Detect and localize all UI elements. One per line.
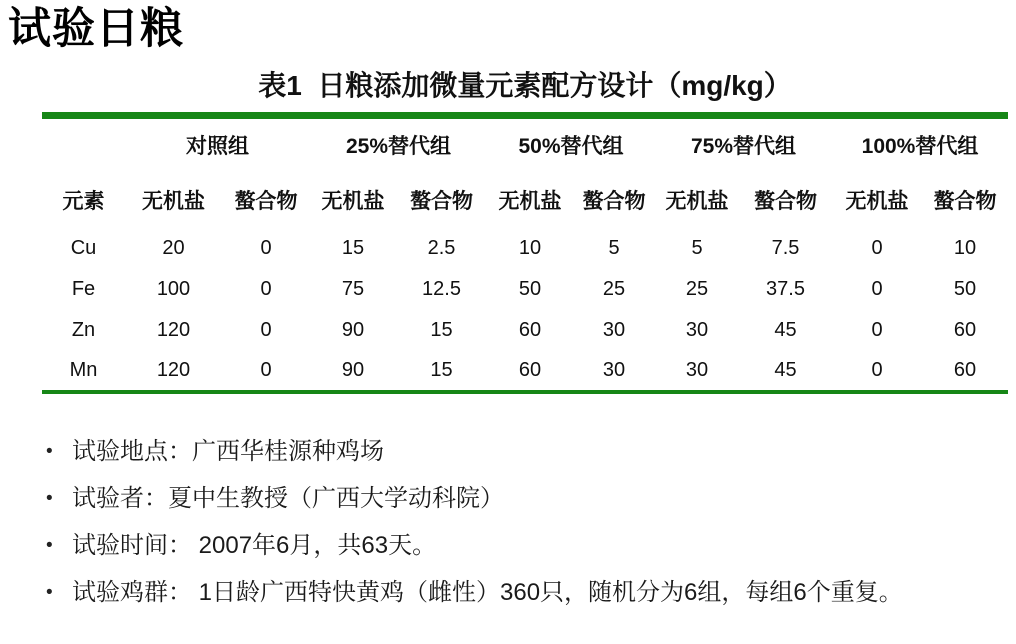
- diet-table-container: [42, 112, 1008, 394]
- group-header-50: 50%替代组: [518, 135, 624, 159]
- value-cell: 50: [953, 277, 977, 300]
- bullet-text: 试验者：夏中生教授（广西大学动科院）: [72, 485, 504, 512]
- value-cell: 30: [602, 358, 626, 381]
- value-cell: 30: [685, 358, 709, 381]
- bullet-item-experimenter: [42, 483, 1014, 515]
- value-cell: 45: [774, 318, 797, 341]
- group-header-75: 75%替代组: [690, 135, 797, 159]
- table-row-cu: [42, 228, 1008, 269]
- value-cell: 60: [953, 358, 977, 381]
- value-cell: 0: [871, 236, 883, 259]
- value-cell: 30: [602, 318, 626, 341]
- element-cell: Mn: [69, 358, 98, 381]
- table-subheader-row: [42, 172, 1008, 228]
- value-cell: 0: [871, 358, 883, 381]
- value-cell: 60: [518, 358, 542, 381]
- element-cell: Cu: [70, 236, 97, 259]
- value-cell: 7.5: [771, 236, 800, 259]
- page-title: 试验日粮: [8, 5, 184, 53]
- value-cell: 0: [260, 277, 272, 300]
- inorganic-salt-header: 无机盐: [498, 189, 562, 213]
- value-cell: 0: [871, 318, 883, 341]
- value-cell: 45: [774, 358, 797, 381]
- value-cell: 15: [430, 358, 453, 381]
- value-cell: 5: [691, 236, 703, 259]
- value-cell: 25: [685, 277, 709, 300]
- bullet-dot: •: [46, 582, 53, 603]
- element-column-header: 元素: [62, 189, 105, 213]
- bullet-text: 试验时间： 2007年6月，共63天。: [72, 532, 437, 559]
- table-caption: 表1 日粮添加微量元素配方设计（mg/kg）: [258, 70, 792, 101]
- value-cell: 12.5: [422, 277, 461, 300]
- element-cell: Fe: [71, 277, 96, 300]
- table-row-mn: [42, 351, 1008, 392]
- value-cell: 30: [685, 318, 709, 341]
- inorganic-salt-header: 无机盐: [142, 189, 205, 213]
- bullet-text: 试验地点：广西华桂源种鸡场: [72, 438, 384, 465]
- chelate-header: 螯合物: [410, 189, 473, 213]
- table-row-fe: [42, 269, 1008, 310]
- value-cell: 100: [156, 277, 191, 300]
- chelate-header: 螯合物: [582, 189, 646, 213]
- bullet-dot: •: [46, 488, 53, 509]
- value-cell: 90: [341, 318, 365, 341]
- value-cell: 25: [602, 277, 626, 300]
- bullet-item-location: [42, 436, 1014, 468]
- value-cell: 50: [518, 277, 542, 300]
- value-cell: 120: [156, 318, 191, 341]
- bullet-dot: •: [46, 441, 53, 462]
- value-cell: 90: [341, 358, 365, 381]
- value-cell: 2.5: [427, 236, 456, 259]
- bullet-item-time: [42, 530, 1014, 562]
- chelate-header: 螯合物: [933, 189, 997, 213]
- bullet-item-flock: [42, 577, 1014, 609]
- bullet-dot: •: [46, 535, 53, 556]
- value-cell: 60: [518, 318, 542, 341]
- group-header-25: 25%替代组: [345, 135, 452, 159]
- group-header-control: 对照组: [186, 135, 249, 159]
- bullet-text: 试验鸡群： 1日龄广西特快黄鸡（雌性）360只，随机分为6组，每组6个重复。: [72, 579, 903, 606]
- value-cell: 37.5: [766, 277, 805, 300]
- value-cell: 0: [871, 277, 883, 300]
- chelate-header: 螯合物: [754, 189, 817, 213]
- value-cell: 0: [260, 318, 272, 341]
- value-cell: 20: [162, 236, 185, 259]
- group-header-100: 100%替代组: [861, 135, 979, 159]
- value-cell: 5: [608, 236, 620, 259]
- element-cell: Zn: [71, 318, 96, 341]
- table-group-header-row: [42, 116, 1008, 172]
- value-cell: 10: [953, 236, 977, 259]
- bullet-list: [42, 436, 1014, 624]
- inorganic-salt-header: 无机盐: [321, 189, 385, 213]
- value-cell: 15: [341, 236, 365, 259]
- empty-corner-cell: [42, 116, 125, 172]
- value-cell: 75: [341, 277, 365, 300]
- inorganic-salt-header: 无机盐: [665, 189, 729, 213]
- value-cell: 60: [953, 318, 977, 341]
- inorganic-salt-header: 无机盐: [845, 189, 909, 213]
- value-cell: 15: [430, 318, 453, 341]
- value-cell: 10: [518, 236, 542, 259]
- value-cell: 0: [260, 358, 272, 381]
- value-cell: 0: [260, 236, 272, 259]
- value-cell: 120: [156, 358, 191, 381]
- table-row-zn: [42, 310, 1008, 351]
- diet-table: [42, 112, 1008, 394]
- chelate-header: 螯合物: [234, 189, 298, 213]
